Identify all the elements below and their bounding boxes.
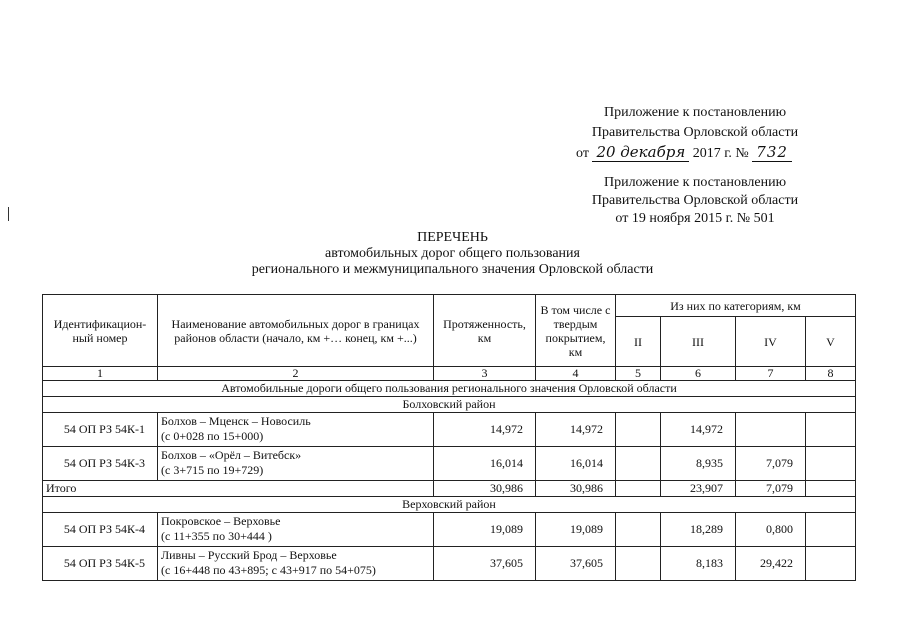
road-cat-3: 8,935 xyxy=(661,447,736,481)
district-title: Болховский район xyxy=(43,397,856,413)
total-paved: 30,986 xyxy=(536,481,616,497)
road-cat-2 xyxy=(616,547,661,581)
col-number: 5 xyxy=(616,367,661,381)
total-cat-5 xyxy=(806,481,856,497)
road-length: 14,972 xyxy=(434,413,536,447)
road-name: Болхов – «Орёл – Витебск» (с 3+715 по 19+729) xyxy=(158,447,434,481)
total-label: Итого xyxy=(43,481,434,497)
header-length: Протяженность, км xyxy=(434,295,536,367)
header-id: Идентификацион-ный номер xyxy=(43,295,158,367)
total-cat-4: 7,079 xyxy=(736,481,806,497)
road-paved: 14,972 xyxy=(536,413,616,447)
road-cat-2 xyxy=(616,413,661,447)
road-length: 37,605 xyxy=(434,547,536,581)
col-number: 3 xyxy=(434,367,536,381)
road-cat-2 xyxy=(616,447,661,481)
header-cat-3: III xyxy=(661,317,736,367)
table-row xyxy=(43,513,856,547)
header-name: Наименование автомобильных дорог в границах районов области (начало, км +… конец, км +...) xyxy=(158,295,434,367)
road-name: Болхов – Мценск – Новосиль (с 0+028 по 15+000) xyxy=(158,413,434,447)
table-row xyxy=(43,413,856,447)
col-number: 7 xyxy=(736,367,806,381)
road-cat-4 xyxy=(736,413,806,447)
total-cat-2 xyxy=(616,481,661,497)
header-categories: Из них по категориям, км xyxy=(616,295,856,317)
appendix-line-1: Приложение к постановлению xyxy=(603,105,787,120)
appendix-date-line xyxy=(576,143,836,163)
road-name: Ливны – Русский Брод – Верховье (с 16+448 по 43+895; с 43+917 по 54+075) xyxy=(158,547,434,581)
road-id: 54 ОП РЗ 54К-5 xyxy=(43,547,158,581)
document-subtitle-1: автомобильных дорог общего пользования xyxy=(325,246,580,261)
date-year: 2017 г. № xyxy=(692,146,749,161)
header-cat-4: IV xyxy=(736,317,806,367)
roads-table xyxy=(42,294,856,581)
road-cat-5 xyxy=(806,513,856,547)
scan-mark xyxy=(8,207,9,221)
road-cat-2 xyxy=(616,513,661,547)
road-cat-4: 0,800 xyxy=(736,513,806,547)
road-cat-5 xyxy=(806,413,856,447)
appendix-line-6: от 19 ноября 2015 г. № 501 xyxy=(615,211,775,226)
district-title: Верховский район xyxy=(43,497,856,513)
road-length: 16,014 xyxy=(434,447,536,481)
road-paved: 19,089 xyxy=(536,513,616,547)
col-number: 8 xyxy=(806,367,856,381)
date-prefix: от xyxy=(576,146,589,161)
document-subtitle-2: регионального и межмуниципального значения Орловской области xyxy=(251,262,654,277)
road-name: Покровское – Верховье (с 11+355 по 30+444 ) xyxy=(158,513,434,547)
total-length: 30,986 xyxy=(434,481,536,497)
handwritten-date: 20 декабря xyxy=(592,143,689,162)
total-cat-3: 23,907 xyxy=(661,481,736,497)
col-number: 1 xyxy=(43,367,158,381)
section-title: Автомобильные дороги общего пользования регионального значения Орловской области xyxy=(43,381,856,397)
appendix-line-5: Правительства Орловской области xyxy=(591,193,799,208)
header-cat-2: II xyxy=(616,317,661,367)
header-paved: В том числе с твердым покрытием, км xyxy=(536,295,616,367)
road-id: 54 ОП РЗ 54К-1 xyxy=(43,413,158,447)
document-title: ПЕРЕЧЕНЬ xyxy=(417,230,488,245)
road-paved: 16,014 xyxy=(536,447,616,481)
road-cat-3: 8,183 xyxy=(661,547,736,581)
road-cat-5 xyxy=(806,447,856,481)
appendix-line-4: Приложение к постановлению xyxy=(603,175,787,190)
road-cat-5 xyxy=(806,547,856,581)
road-cat-3: 14,972 xyxy=(661,413,736,447)
road-cat-4: 7,079 xyxy=(736,447,806,481)
road-cat-3: 18,289 xyxy=(661,513,736,547)
col-number: 4 xyxy=(536,367,616,381)
handwritten-number: 732 xyxy=(752,143,792,162)
road-length: 19,089 xyxy=(434,513,536,547)
header-cat-5: V xyxy=(806,317,856,367)
table-row xyxy=(43,447,856,481)
road-paved: 37,605 xyxy=(536,547,616,581)
col-number: 2 xyxy=(158,367,434,381)
appendix-line-2: Правительства Орловской области xyxy=(591,125,799,140)
road-id: 54 ОП РЗ 54К-4 xyxy=(43,513,158,547)
road-cat-4: 29,422 xyxy=(736,547,806,581)
road-id: 54 ОП РЗ 54К-3 xyxy=(43,447,158,481)
total-row xyxy=(43,481,856,497)
col-number: 6 xyxy=(661,367,736,381)
table-row xyxy=(43,547,856,581)
